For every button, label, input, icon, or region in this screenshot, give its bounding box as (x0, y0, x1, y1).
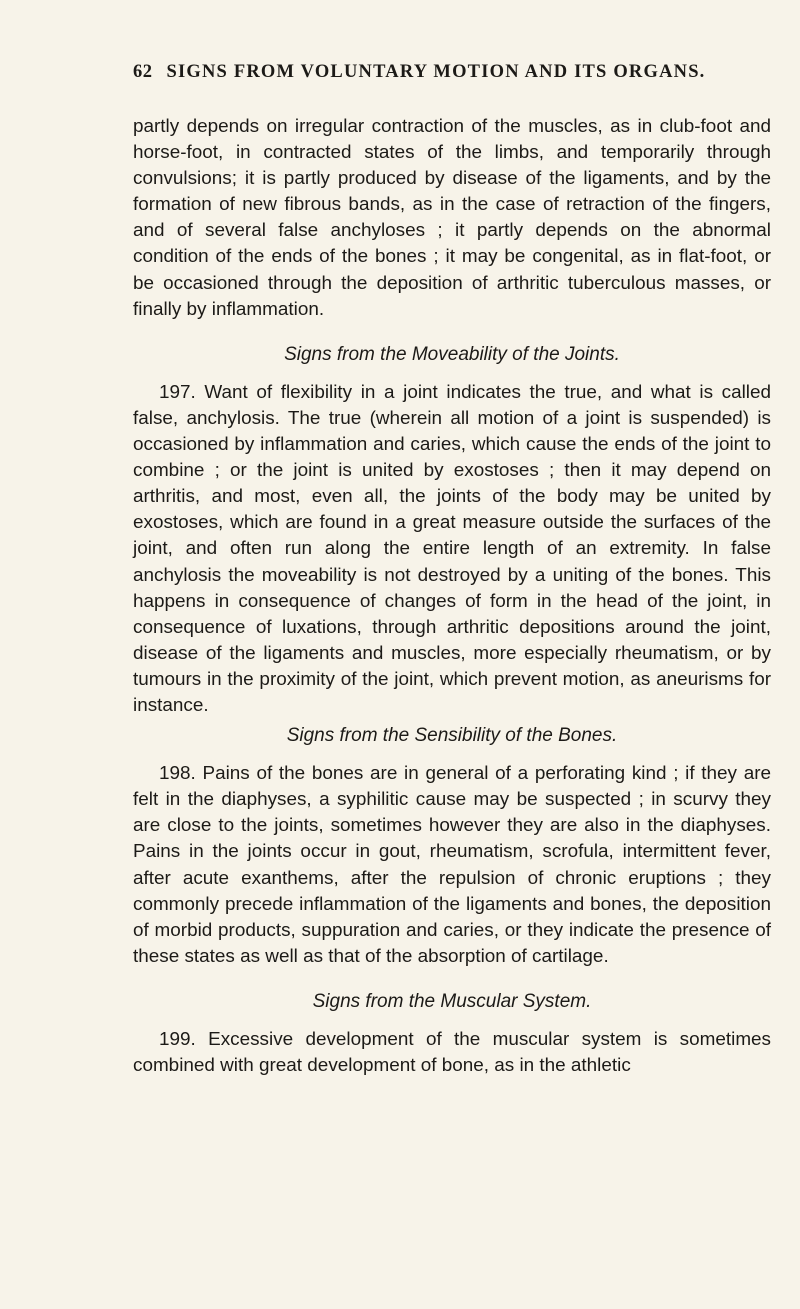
running-head (133, 62, 773, 83)
paragraph-continued: partly depends on irregular contraction of the muscles, as in club-foot and horse-foot, in contracted states of the limbs, and temporarily through convulsions; it is partly produced by disease of the ligaments, and by the formation of new fibrous bands, as in the case of retraction of the fingers, and of several false anchyloses ; it partly depends on the abnormal condition of the ends of the bones ; it may be congenital, as in flat-foot, or be occasioned through the deposition of arthritic tuberculous masses, or finally by inflammation. (133, 116, 771, 320)
running-head-title: SIGNS FROM VOLUNTARY MOTION AND ITS ORGANS. (166, 62, 706, 82)
paragraph-198 (133, 761, 771, 970)
paragraph-text: Excessive development of the muscular system is sometimes combined with great development of bone, as in the athletic (133, 1029, 772, 1077)
paragraph-text: Want of flexibility in a joint indicates the true, and what is called false, anchylosis. The true (wherein all motion of a joint is suspended) is occasioned by inflammation and caries, which cause the ends of the joint to combine ; or the joint is united by exostoses ; then it may depend on arthritis, and most, even all, the joints of the body may be united by exostoses, which are found in a great measure outside the surfaces of the joint, and often run along the entire length of an extremity. In false anchylosis the moveability is not destroyed by a uniting of the bones. This happens in consequence of changes of form in the head of the joint, in consequence of luxations, through arthritic depositions around the joint, disease of the ligaments and muscles, more especially rheumatism, or by tumours in the proximity of the joint, which prevent motion, as aneurisms for instance. (133, 381, 771, 716)
page-number: 62 (133, 62, 153, 82)
paragraph-number: 197. (159, 381, 196, 403)
paragraph-text: Pains of the bones are in general of a perforating kind ; if they are felt in the diaphyses, a syphilitic cause may be suspected ; in scurvy they are close to the joints, sometimes however they are also in the diaphyses. Pains in the joints occur in gout, rheumatism, scrofula, intermittent fever, after acute exanthems, after the repulsion of chronic eruptions ; they commonly precede inflammation of the ligaments and bones, the deposition of morbid products, suppuration and caries, or they indicate the presence of these states as well as that of the absorption of cartilage. (133, 763, 771, 967)
section-heading-bones: Signs from the Sensibility of the Bones. (286, 725, 618, 747)
section-heading-muscular: Signs from the Muscular System. (312, 990, 592, 1012)
paragraph-197 (133, 380, 771, 719)
paragraph-number: 198. (159, 763, 196, 785)
paragraph-number: 199. (159, 1029, 196, 1050)
paragraph-199 (133, 1027, 771, 1079)
page-body (133, 114, 771, 1079)
section-heading-joints: Signs from the Moveability of the Joints. (284, 343, 620, 365)
